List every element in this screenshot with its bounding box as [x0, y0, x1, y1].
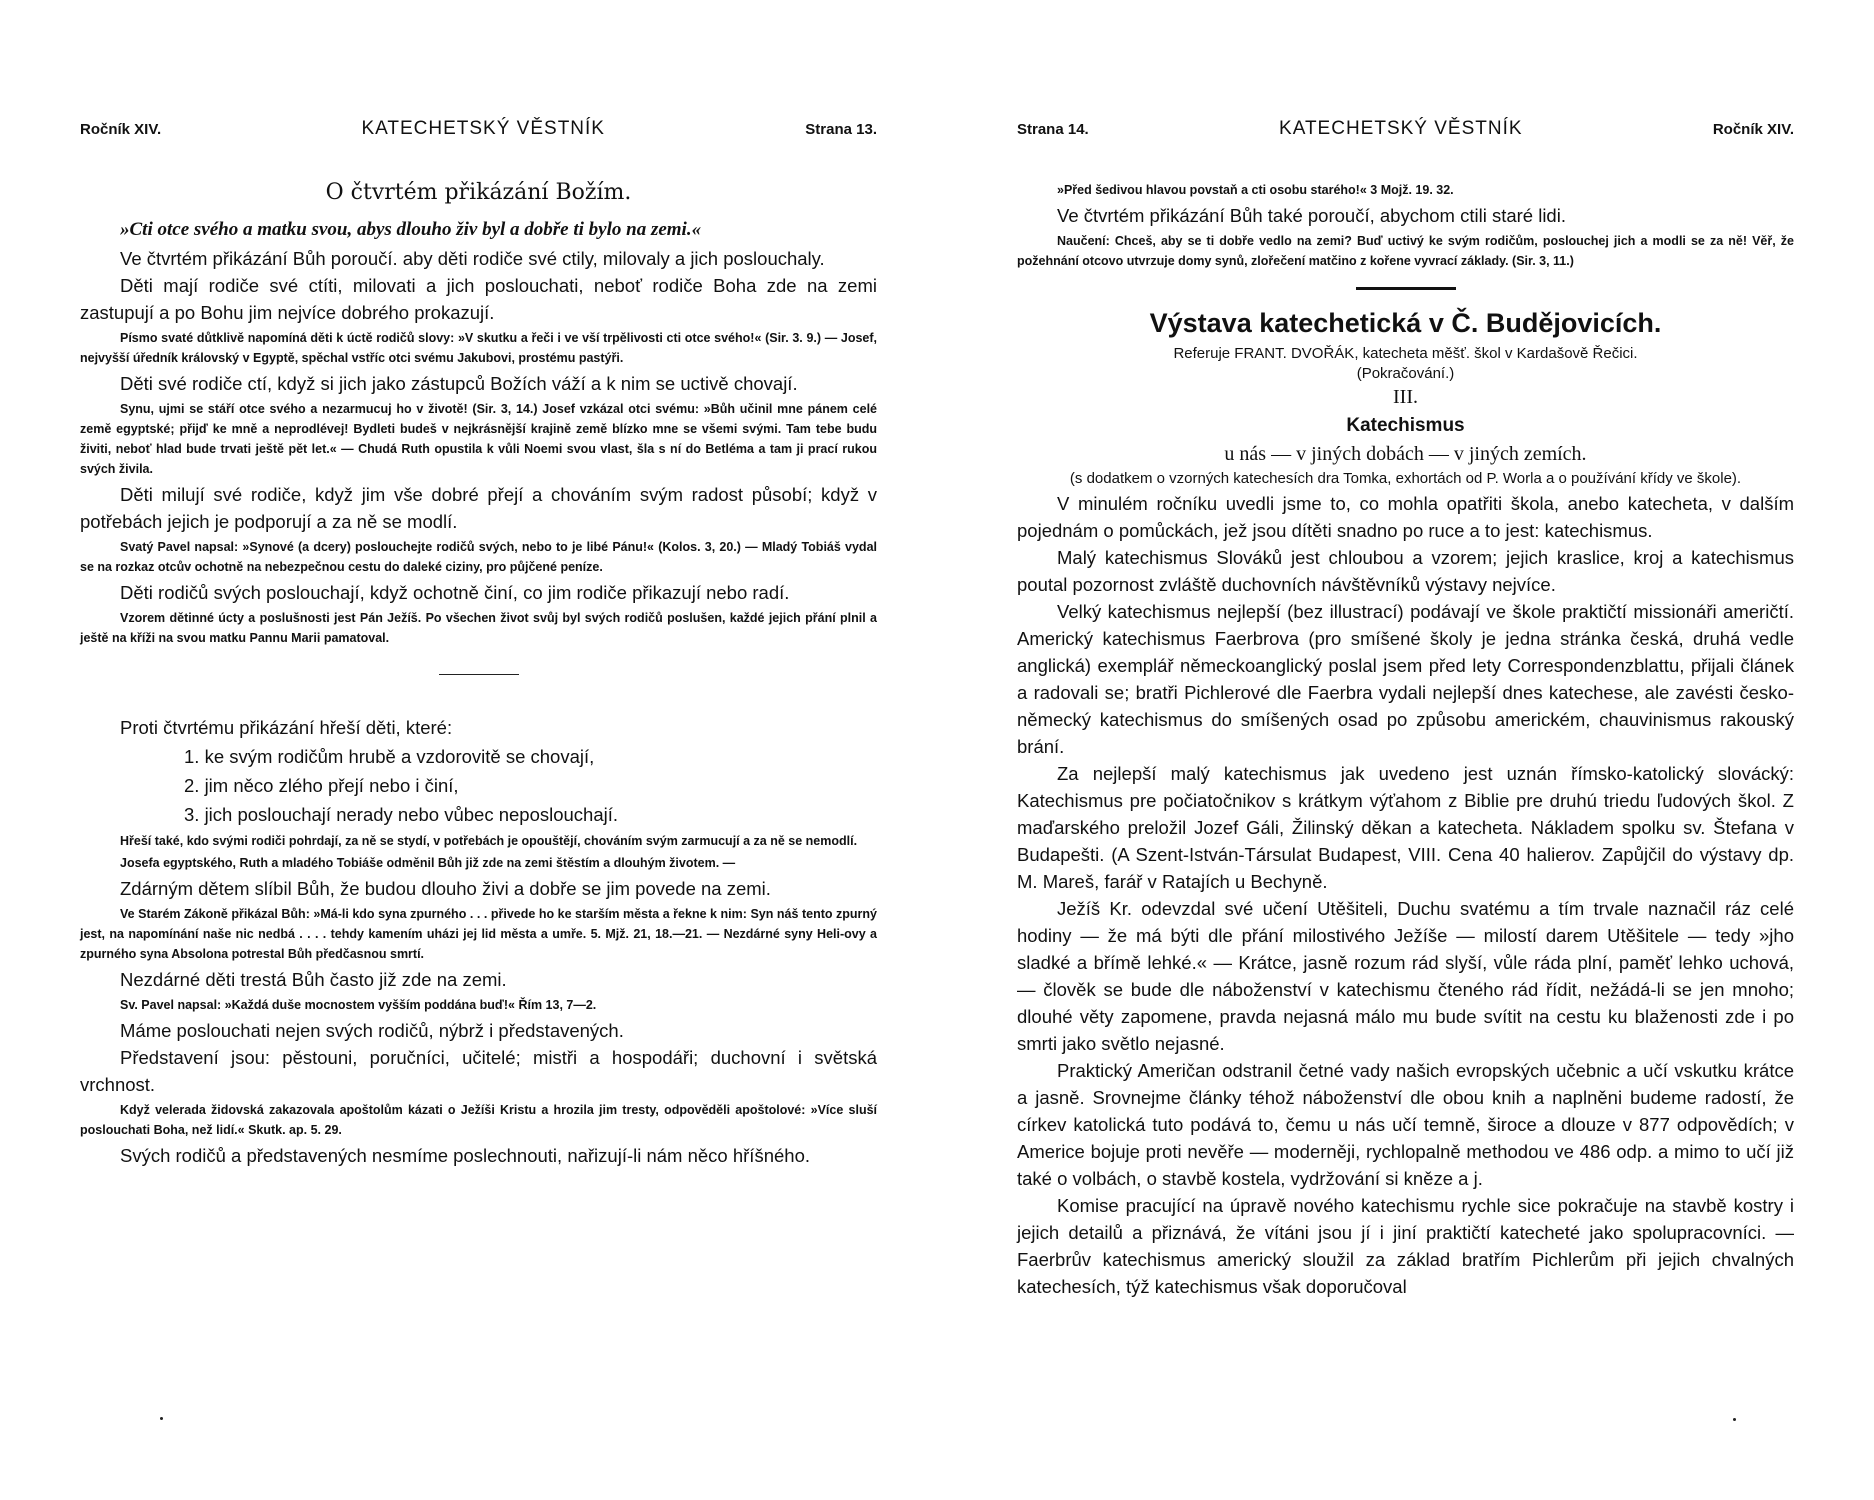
- paragraph: Děti mají rodiče své ctíti, milovati a jich poslouchati, neboť rodiče Boha zde na zemi zastupují a po Bohu jim nejvíce dobrého prokazují.: [80, 275, 877, 323]
- list-item: 2. jim něco zlého přejí nebo i činí,: [184, 775, 459, 796]
- subtitle: Katechismus: [1346, 415, 1465, 436]
- page-number: Strana 13.: [805, 121, 877, 138]
- paragraph: Ve čtvrtém přikázání Bůh poroučí. aby děti rodiče své ctily, milovaly a jich poslouchaly.: [120, 248, 825, 269]
- note: Ve Starém Zákoně přikázal Bůh: »Má-li kdo syna zpurného . . . přivede ho ke starším města a řekne k nim: Syn náš tento zpurný jest, na napomínání naše nic nedbá . . . . tehdy kamením uházi jej lid města a umře. 5. Mjž. 21, 18.—21. — Nezdárné syny Heli-ovy a zpurného syna Absolona potrestal Bůh předčasnou smrtí.: [80, 907, 877, 961]
- paragraph: Komise pracující na úpravě nového katechismu rychle sice pokračuje na stavbě kostry i jejich detailů a přiznává, že vítáni jsou jí i jiní praktičtí katecheté jako spolupracovníci. — Faerbrův katechismus americký sloužil za základ bratřím Pichlerům při jejich chvalných katechesích, týž katechismus však doporučoval: [1017, 1195, 1794, 1297]
- paragraph: Velký katechismus nejlepší (bez illustrací) podávají ve škole praktičtí missionáři američtí. Americký katechismus Faerbrova (pro smíšené školy je jedna stránka česká, druhá vedle anglická) exemplář německoanglický poslal jsem před lety Correspondenzblattu, přijali článek a radovali se; bratři Pichlerové dle Faerbra vydali nejlepší dnes katechese, ale zavésti česko-německý katechismus do smíšených osad po způsobu americkém, chauvinismus rakouský brání.: [1017, 601, 1794, 757]
- paragraph: Malý katechismus Slováků jest chloubou a vzorem; jejich kraslice, kroj a katechismus poutal pozornost zvláště duchovních návštěvníků výstavy nejvíce.: [1017, 547, 1794, 595]
- paragraph: Praktický Američan odstranil četné vady našich evropských učebnic a učí vskutku krátce a jasně. Srovnejme články téhož náboženství dle obou knih a naplněni budeme radostí, že církev katolická tuto podává to, čemu u nás učí temně, široce a dlouze v 877 odpovědích; v Americe bojuje proti nevěře — moderněji, rychlopalně methodou ve 486 odp. a mimo to učí již také o volbách, o stavbě kostela, vydržování si kněze a j.: [1017, 1060, 1794, 1189]
- paragraph: Zdárným dětem slíbil Bůh, že budou dlouho živi a dobře se jim povede na zemi.: [120, 878, 771, 899]
- paragraph: Děti své rodiče ctí, když si jich jako zástupců Božích váží a k nim se uctivě chovají.: [120, 373, 798, 394]
- note: Když velerada židovská zakazovala apoštolům kázati o Ježíši Kristu a hrozila jim tresty, odpověděli apoštolové: »Více sluší poslouchati Boha, než lidí.« Skutk. ap. 5. 29.: [80, 1103, 877, 1137]
- volume-label: Ročník XIV.: [80, 121, 162, 138]
- paragraph: Svých rodičů a představených nesmíme poslechnouti, nařizují-li nám něco hříšného.: [120, 1145, 810, 1166]
- article-title: Výstava katechetická v Č. Budějovicích.: [1149, 308, 1662, 338]
- journal-title: KATECHETSKÝ VĚSTNÍK: [1279, 118, 1523, 139]
- paragraph: Máme poslouchati nejen svých rodičů, nýbrž i představených.: [120, 1020, 624, 1041]
- print-speck: [1733, 1418, 1736, 1421]
- paragraph: Představení jsou: pěstouni, poručníci, učitelé; mistři a hospodáři; duchovní i světská vrchnost.: [80, 1047, 877, 1095]
- paragraph: Děti milují své rodiče, když jim vše dobré přejí a chováním svým radost působí; když v potřebách jejich je podporují a za ně se modlí.: [80, 484, 877, 532]
- paragraph: Ježíš Kr. odevzdal své učení Utěšiteli, Duchu svatému a tím trvale naznačil ráz celé hodiny — že má býti dle přání milostivého Ježíše — milostí darem Utěšitele — tedy »jho sladké a břímě lehké.« — Krátce, jasně rozum rád slyší, vůle ráda plní, paměť lehko uchová, — člověk se bude dle náboženství v katechismu čteného rád řídit, nežádá-li se jen mnoho; dlouhé věty zapomene, pravda nejasná málo mu bude svítit na cestu ku blaženosti zde i po smrti jako světlo nejasné.: [1017, 898, 1794, 1054]
- paragraph: Ve čtvrtém přikázání Bůh také poroučí, abychom ctili staré lidi.: [1057, 205, 1566, 226]
- note: Hřeší také, kdo svými rodiči pohrdají, za ně se stydí, v potřebách je opouštějí, chováním svým zarmucují a za ně se nemodlí.: [120, 834, 858, 848]
- divider: [439, 674, 519, 675]
- note: »Před šedivou hlavou povstaň a cti osobu starého!« 3 Mojž. 19. 32.: [1057, 183, 1454, 197]
- note: Písmo svaté důtklivě napomíná děti k úctě rodičů slovy: »V skutku a řeči i ve vší trpělivosti cti otce svého!« (Sir. 3. 9.) — Josef, nejvyšší úředník královský v Egyptě, spěchal vstříc otci svému Jakubovi, prostému pastýři.: [80, 331, 877, 365]
- paragraph: Děti rodičů svých poslouchají, když ochotně činí, co jim rodiče přikazují nebo radí.: [120, 582, 790, 603]
- list-intro: Proti čtvrtému přikázání hřeší děti, které:: [120, 717, 453, 738]
- motto: »Cti otce svého a matku svou, abys dlouho živ byl a dobře ti bylo na zemi.«: [120, 219, 702, 240]
- page-number: Strana 14.: [1017, 121, 1089, 138]
- list-item: 1. ke svým rodičům hrubě a vzdorovitě se chovají,: [184, 746, 595, 767]
- note: Svatý Pavel napsal: »Synové (a dcery) poslouchejte rodičů svých, nebo to je libé Pánu!« (Kolos. 3, 20.) — Mladý Tobiáš vydal se na rozkaz otcův ochotně na nebezpečnou cestu do daleké ciziny, pro půjčené peníze.: [80, 540, 877, 574]
- part-number: III.: [1393, 386, 1418, 408]
- page-right: [937, 0, 1874, 1500]
- paragraph: Nezdárné děti trestá Bůh často již zde na zemi.: [120, 969, 507, 990]
- subtitle-line: u nás — v jiných dobách — v jiných zemích.: [1224, 443, 1587, 465]
- note: Josefa egyptského, Ruth a mladého Tobiáše odměnil Bůh již zde na zemi štěstím a dlouhým životem. —: [120, 856, 736, 870]
- paragraph: V minulém ročníku uvedli jsme to, co mohla opatřiti škola, anebo katecheta, v dalším pojednám o pomůckách, jež jsou dítěti snadno po ruce a to jest: katechismus.: [1017, 493, 1794, 541]
- volume-label: Ročník XIV.: [1712, 121, 1794, 138]
- continuation-note: (Pokračování.): [1356, 365, 1455, 382]
- note: Vzorem dětinné úcty a poslušnosti jest Pán Ježíš. Po všechen život svůj byl svých rodičů poslušen, každé jejich přání plnil a ještě na kříži na svou matku Pannu Marii pamatoval.: [80, 611, 877, 645]
- section-title: O čtvrtém přikázání Božím.: [325, 180, 632, 205]
- print-speck: [160, 1417, 163, 1420]
- paragraph: Za nejlepší malý katechismus jak uvedeno jest uznán římsko-katolický slovácký: Katechismus pre počiatočnikov s krátkym výťahom z Biblie pre druhú triedu ľudových škol. Z maďarského preložil Jozef Gáli, Žilinský děkan a katecheta. Nákladem spolku sv. Štefana v Budapešti. (A Szent-István-Társulat Budapest, VIII. Cena 40 halierov. Zapůjčil do výstavy dp. M. Mareš, farář v Ratajích u Bechyně.: [1017, 763, 1794, 892]
- note: Naučení: Chceš, aby se ti dobře vedlo na zemi? Buď uctivý ke svým rodičům, poslouchej jich a modli se za ně! Věř, že požehnání otcovo utvrzuje domy synů, zlořečení matčino z kořene vyvrací základy. (Sir. 3, 11.): [1017, 234, 1794, 268]
- note: Sv. Pavel napsal: »Každá duše mocnostem vyšším poddána buď!« Řím 13, 7—2.: [120, 998, 597, 1012]
- list-item: 3. jich poslouchají nerady nebo vůbec neposlouchají.: [184, 804, 619, 825]
- running-head-right: [1017, 118, 1794, 140]
- byline: Referuje FRANT. DVOŘÁK, katecheta měšť. škol v Kardašově Řečici.: [1173, 345, 1638, 362]
- divider: [1356, 287, 1456, 290]
- journal-title: KATECHETSKÝ VĚSTNÍK: [361, 118, 605, 139]
- running-head-left: [80, 118, 877, 140]
- note: Synu, ujmi se stáří otce svého a nezarmucuj ho v životě! (Sir. 3, 14.) Josef vzkázal otci svému: »Bůh učinil mne pánem celé země egyptské; přijď ke mně a neprodlévej! Bydleti budeš v nejkrásnější krajině země blízko mne se všemi svými. Tam tebe budu živiti, neboť hlad bude trvati ještě pět let.« — Chudá Ruth opustila k vůli Noemi svou vlast, šla s ní do Betléma a tam ji prací rukou svých živila.: [80, 402, 877, 476]
- subtitle-note: (s dodatkem o vzorných katechesích dra Tomka, exhortách od P. Worla a o používání křídy ve škole).: [1069, 470, 1742, 487]
